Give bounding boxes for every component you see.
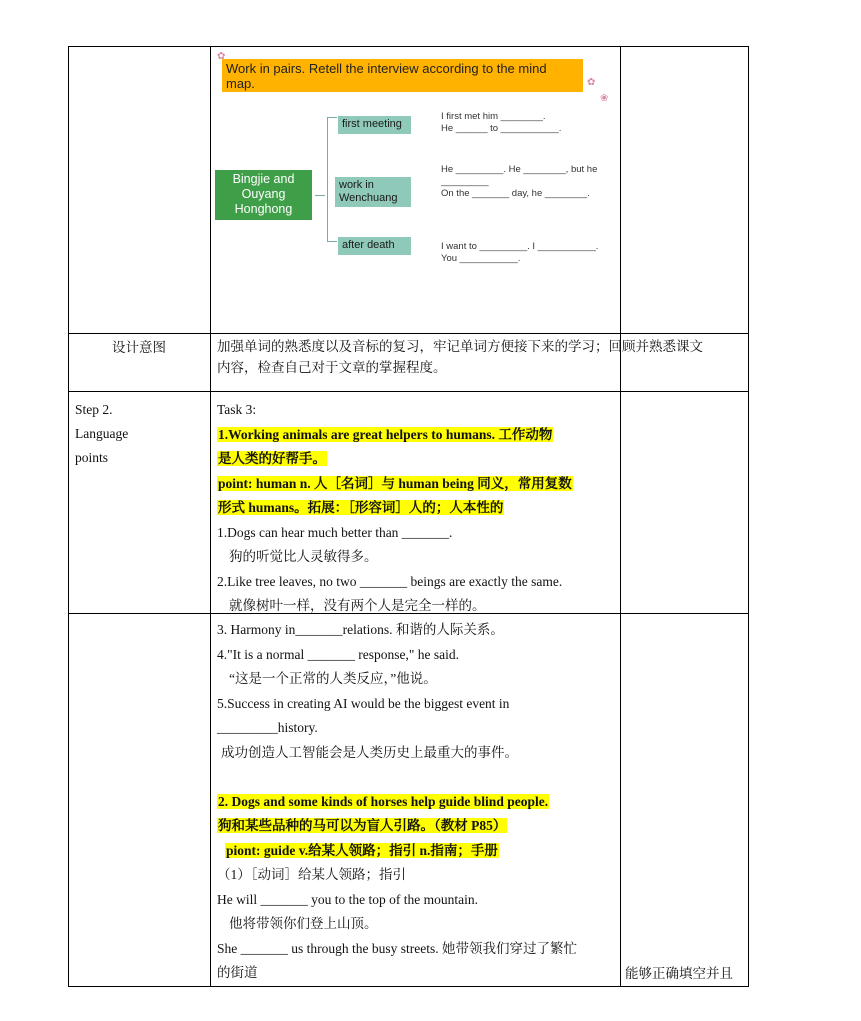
exercise-sentence: 3. Harmony in_______relations. 和谐的人际关系。 — [217, 622, 504, 637]
text-line: 内容，检查自己对于文章的掌握程度。 — [217, 360, 447, 375]
branch-after-death — [338, 237, 411, 255]
exercise-sentence: 4."It is a normal _______ response," he said. — [217, 646, 459, 662]
blank-text: He ______ to ___________. — [441, 123, 562, 134]
column-divider — [620, 46, 621, 987]
blank-text: _________ — [441, 176, 489, 187]
blank-text: He _________. He ________, but he — [441, 164, 598, 175]
mind-map-image — [215, 49, 615, 279]
blank-text: I want to _________. I ___________. — [441, 241, 599, 252]
blank-text: I first met him ________. — [441, 111, 546, 122]
branch-work — [335, 177, 411, 207]
row-divider — [68, 333, 749, 334]
highlight-sentence: 是人类的好帮手。 — [218, 451, 326, 466]
exercise-translation: 他将带领你们登上山顶。 — [229, 916, 378, 931]
step-label — [75, 398, 128, 470]
root-line: Honghong — [234, 202, 293, 216]
flower-decoration-icon: ❀ — [600, 93, 609, 104]
connector — [315, 195, 325, 196]
connector — [327, 241, 337, 242]
mind-map-root — [215, 170, 312, 220]
row-divider — [68, 391, 749, 392]
highlight-sentence: 狗和某些品种的马可以为盲人引路。（教材 P85） — [218, 818, 507, 833]
exercise-translation: “这是一个正常的人类反应，”他说。 — [229, 671, 437, 686]
step-line: Step 2. — [75, 402, 113, 417]
banner-line: Work in pairs. Retell the interview according to the mind — [226, 61, 547, 76]
root-line: Bingjie and — [232, 172, 295, 186]
branch-first-meeting — [338, 116, 411, 134]
column-divider — [210, 46, 211, 987]
task-content — [217, 398, 617, 619]
exercise-sentence: She _______ us through the busy streets. 她带领我们穿过了繁忙 — [217, 940, 577, 956]
highlight-point: 形式 humans。拓展：［形容词］人的；人本性的 — [218, 500, 504, 515]
branch-label: Wenchuang — [339, 192, 398, 204]
banner-line: map. — [226, 76, 255, 91]
table-border-top — [68, 46, 749, 47]
flower-decoration-icon: ✿ — [587, 77, 596, 88]
table-border-left — [68, 46, 69, 987]
text-line: 加强单词的熟悉度以及音标的复习，牢记单词方便接下来的学习；回顾并熟悉课文 — [217, 339, 703, 354]
instruction-banner — [222, 59, 583, 92]
design-intent-label — [68, 336, 210, 356]
exercise-translation: 狗的听觉比人灵敏得多。 — [229, 549, 378, 564]
objective-text — [625, 962, 733, 982]
lesson-plan-table — [68, 46, 749, 987]
objective-line: 能够正确填空并且 — [625, 966, 733, 981]
highlight-sentence: 2. Dogs and some kinds of horses help guide blind people. — [218, 793, 549, 809]
exercise-sentence: 的街道 — [217, 965, 258, 980]
exercise-sentence: _________history. — [217, 720, 318, 735]
exercise-sentence: He will _______ you to the top of the mountain. — [217, 891, 478, 907]
design-intent-text — [217, 336, 752, 378]
blank-text: You ___________. — [441, 253, 521, 264]
step-line: points — [75, 450, 109, 465]
task-title: Task 3: — [217, 402, 257, 417]
sub-heading: （1）［动词］给某人领路；指引 — [217, 867, 406, 882]
exercise-sentence: 2.Like tree leaves, no two _______ beings are exactly the same. — [217, 573, 563, 589]
branch-label: first meeting — [342, 118, 402, 130]
highlight-sentence: 1.Working animals are great helpers to humans. 工作动物 — [218, 426, 553, 442]
examples-content — [217, 618, 617, 986]
branch-label: work in — [339, 179, 374, 191]
branch-label: after death — [342, 239, 395, 251]
highlight-point: point: human n. 人［名词］与 human being 同义，常用复数 — [218, 475, 572, 491]
blank-text: On the _______ day, he ________. — [441, 188, 590, 199]
table-border-right — [748, 46, 749, 987]
connector — [327, 117, 328, 241]
highlight-point: piont: guide v.给某人领路；指引 n.指南；手册 — [226, 842, 498, 858]
exercise-translation: 成功创造人工智能会是人类历史上最重大的事件。 — [221, 744, 518, 760]
root-line: Ouyang — [241, 187, 286, 201]
row-label: 设计意图 — [112, 340, 166, 355]
step-line: Language — [75, 426, 129, 441]
table-border-bottom — [68, 986, 749, 987]
connector — [327, 117, 337, 118]
exercise-sentence: 5.Success in creating AI would be the biggest event in — [217, 695, 510, 711]
exercise-translation: 就像树叶一样，没有两个人是完全一样的。 — [229, 598, 486, 613]
exercise-sentence: 1.Dogs can hear much better than _______. — [217, 524, 453, 540]
flower-decoration-icon: ✿ — [217, 51, 226, 62]
blank-line — [217, 765, 617, 790]
